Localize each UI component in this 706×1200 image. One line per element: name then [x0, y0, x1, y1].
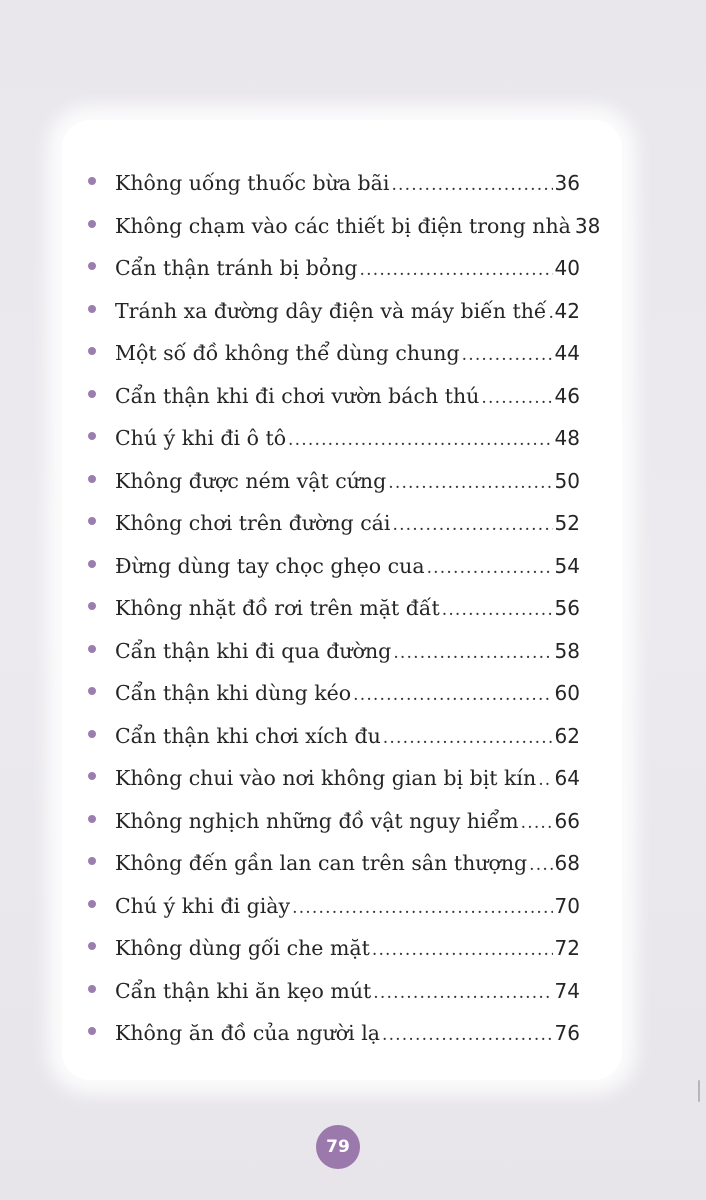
dot-leader	[353, 672, 552, 717]
toc-entry	[88, 885, 580, 928]
toc-entry-page: 42	[554, 298, 580, 323]
toc-entry-title: Cẩn thận khi dùng kéo	[115, 681, 352, 705]
bullet-icon	[88, 772, 96, 780]
toc-entry-title: Không nghịch những đồ vật nguy hiểm	[115, 808, 519, 833]
toc-entry-page: 62	[554, 723, 580, 748]
toc-entry-page: 56	[554, 596, 580, 620]
bullet-icon	[88, 262, 96, 270]
toc-entry-page: 66	[554, 808, 580, 833]
toc-entry	[88, 205, 601, 248]
toc-entry	[88, 162, 580, 205]
dot-leader	[388, 460, 552, 505]
toc-entry	[88, 757, 580, 800]
toc-entry-title: Không chơi trên đường cái	[115, 511, 391, 535]
page-edge-mark	[698, 1080, 700, 1102]
dot-leader	[462, 332, 553, 377]
dot-leader	[393, 630, 552, 675]
toc-entry-title: Không uống thuốc bừa bãi	[115, 171, 390, 195]
bullet-icon	[88, 687, 96, 695]
toc-entry	[88, 545, 580, 588]
toc-entry-page: 50	[554, 468, 580, 493]
toc-entry-page: 60	[554, 681, 580, 705]
bullet-icon	[88, 432, 96, 440]
toc-entry-title: Đừng dùng tay chọc ghẹo cua	[115, 553, 425, 578]
toc-entry-title: Cẩn thận tránh bị bỏng	[115, 256, 358, 280]
dot-leader	[372, 927, 553, 972]
toc-entry-title: Chú ý khi đi ô tô	[115, 426, 287, 450]
bullet-icon	[88, 560, 96, 568]
dot-leader	[529, 842, 552, 887]
bullet-icon	[88, 517, 96, 525]
dot-leader	[288, 417, 553, 462]
toc-entry-page: 52	[554, 511, 580, 535]
toc-entry	[88, 842, 580, 885]
toc-entry	[88, 290, 580, 333]
toc-entry	[88, 417, 580, 460]
toc-entry-title: Không đến gần lan can trên sân thượng	[115, 851, 528, 875]
bullet-icon	[88, 177, 96, 185]
toc-entry-page: 68	[554, 851, 580, 875]
toc-entry	[88, 630, 580, 673]
toc-entry-page: 40	[554, 256, 580, 280]
dot-leader	[292, 885, 552, 930]
toc-entry	[88, 375, 580, 418]
toc-entry-title: Một số đồ không thể dùng chung	[115, 341, 460, 365]
dot-leader	[360, 247, 553, 292]
toc-entry	[88, 715, 580, 758]
dot-leader	[442, 587, 553, 632]
dot-leader	[481, 375, 552, 420]
toc-entry-page: 48	[554, 426, 580, 450]
toc-entry	[88, 460, 580, 503]
bullet-icon	[88, 942, 96, 950]
toc-entry-page: 58	[554, 638, 580, 663]
toc-entry-page: 72	[554, 936, 580, 960]
toc-entry-title: Không dùng gối che mặt	[115, 936, 370, 960]
toc-entry	[88, 332, 580, 375]
toc-entry-title: Cẩn thận khi ăn kẹo mút	[115, 978, 372, 1003]
toc-entry	[88, 970, 580, 1013]
dot-leader	[382, 1012, 553, 1057]
toc-entry-title: Không chui vào nơi không gian bị bịt kín	[115, 766, 537, 790]
toc-entry-title: Không nhặt đồ rơi trên mặt đất	[115, 596, 440, 620]
toc-entry-page: 38	[574, 213, 601, 238]
bullet-icon	[88, 730, 96, 738]
toc-entry-title: Cẩn thận khi đi chơi vườn bách thú	[115, 383, 480, 408]
toc-entry-page: 70	[554, 893, 580, 918]
bullet-icon	[88, 220, 96, 228]
dot-leader	[521, 800, 553, 845]
bullet-icon	[88, 602, 96, 610]
bullet-icon	[88, 475, 96, 483]
toc-entry	[88, 247, 580, 290]
dot-leader	[538, 757, 552, 802]
dot-leader	[373, 970, 552, 1015]
toc-entry-page: 36	[554, 171, 580, 195]
toc-entry-page: 64	[554, 766, 580, 790]
dot-leader	[392, 502, 552, 547]
bullet-icon	[88, 347, 96, 355]
toc-entry-page: 44	[554, 341, 580, 365]
dot-leader	[391, 162, 552, 207]
toc-entry-title: Cẩn thận khi chơi xích đu	[115, 723, 381, 748]
table-of-contents	[88, 162, 601, 1055]
toc-entry-title: Chú ý khi đi giày	[115, 893, 291, 918]
toc-entry-title: Không chạm vào các thiết bị điện trong nhà	[115, 213, 571, 238]
bullet-icon	[88, 815, 96, 823]
bullet-icon	[88, 645, 96, 653]
toc-entry	[88, 1012, 580, 1055]
toc-entry-page: 76	[554, 1021, 580, 1045]
bullet-icon	[88, 985, 96, 993]
toc-entry-title: Không ăn đồ của người lạ	[115, 1021, 380, 1045]
toc-entry	[88, 800, 580, 843]
toc-entry-page: 54	[554, 553, 580, 578]
dot-leader	[427, 545, 553, 590]
dot-leader	[549, 290, 553, 335]
toc-entry	[88, 502, 580, 545]
toc-entry	[88, 587, 580, 630]
toc-entry-title: Cẩn thận khi đi qua đường	[115, 638, 392, 663]
toc-entry	[88, 672, 580, 715]
toc-entry-page: 74	[554, 978, 580, 1003]
dot-leader	[383, 715, 553, 760]
bullet-icon	[88, 305, 96, 313]
bullet-icon	[88, 1027, 96, 1035]
bullet-icon	[88, 390, 96, 398]
toc-entry-title: Không được ném vật cứng	[115, 468, 387, 493]
toc-entry-title: Tránh xa đường dây điện và máy biến thế	[115, 298, 547, 323]
bullet-icon	[88, 857, 96, 865]
page-number-badge: 79	[316, 1125, 360, 1169]
bullet-icon	[88, 900, 96, 908]
toc-entry-page: 46	[554, 383, 580, 408]
toc-entry	[88, 927, 580, 970]
